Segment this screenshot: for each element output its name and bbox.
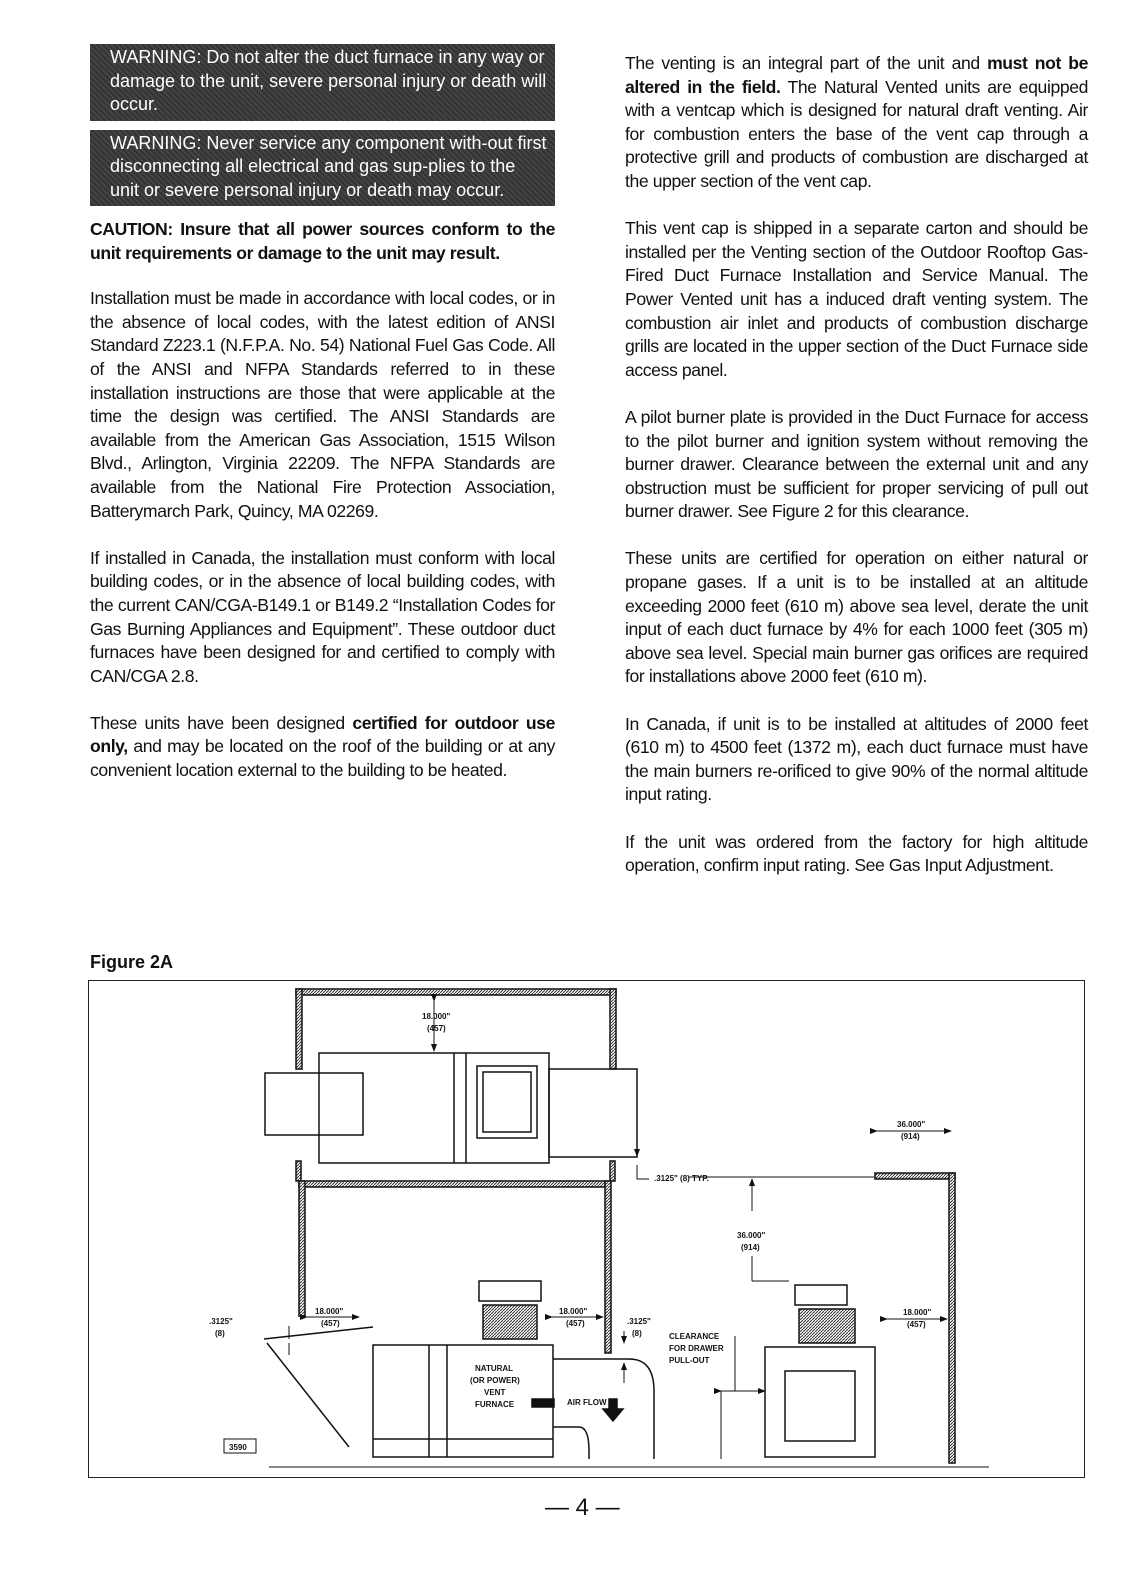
wall-side [299,1181,609,1187]
wall-top [296,989,616,995]
paragraph [625,406,1088,524]
wall-side-right [605,1181,611,1353]
wall-top-right [610,989,616,1069]
text: The venting is an integral part of the unit and [625,53,988,73]
warning-alter: WARNING: Do not alter the duct furnace in any way or damage to the unit, severe personal injury or death will occur. [90,44,555,121]
air-flow-label: AIR FLOW [567,1398,607,1407]
clearance-diagram [89,981,1086,1479]
left-clearance-mm: (457) [321,1319,340,1328]
wall-top-left-low [296,1161,301,1181]
end-clearance-label: 18.000" [903,1308,932,1317]
top-clearance-mm: (457) [427,1024,446,1033]
drawing-number: 3590 [229,1443,247,1452]
warning-service: WARNING: Never service any component with-out first disconnecting all electrical and gas sup-plies to the unit or severe personal injury or death may occur. [90,130,555,207]
figure-2a [88,980,1085,1478]
end-clearance-mm: (457) [907,1320,926,1329]
text: Installation must be made in accordance with local codes, or in the absence of local codes, with the latest edition of ANSI Standard Z223.1 (N.F.P.A. No. 54) National Fuel Gas Code. All of the ANSI and NFPA Standards referred to in these installation instructions are those that were applicable at the time the design was certified. The ANSI Standards are available from the American Gas Association, 1515 Wilson Blvd., Arlington, Virginia 22209. The NFPA Standards are available from the National Fire Protection Association, Batterymarch Park, Quincy, MA 02269. [90,288,555,521]
side-height-label: 36.000" [737,1231,766,1240]
left-column [90,44,555,806]
text: If the unit was ordered from the factory for high altitude operation, confirm input rating. See Gas Input Adjustment. [625,831,1088,876]
vent-cap [479,1281,541,1301]
paragraph [90,712,555,783]
left-paragraphs [90,287,555,782]
text: and may be located on the roof of the building or at any convenient location external to the building to be heated. [90,736,555,781]
right-clearance-label: 18.000" [559,1307,588,1316]
wall-end-right [949,1173,955,1463]
wall-side-left [299,1181,305,1316]
text: In Canada, if unit is to be installed at altitudes of 2000 feet (610 m) to 4500 feet (1372 m), each duct furnace must have the main burners re-orificed to give 90% of the normal altitude input rating. [625,713,1088,805]
side-width-label: 36.000" [897,1120,926,1129]
text: This vent cap is shipped in a separate carton and should be installed per the Venting section of the Outdoor Rooftop Gas-Fired Duct Furnace Installation and Service Manual. The Power Vented unit has a induced draft venting system. The combustion air inlet and products of combustion discharge grills are located in the upper section of the Duct Furnace side access panel. [625,218,1088,380]
paragraph [625,547,1088,689]
wall-top-left [296,989,302,1069]
paragraph [625,831,1088,878]
furnace-label-4: FURNACE [475,1400,515,1409]
furnace-label-2: (OR POWER) [470,1376,520,1385]
furnace-label-1: NATURAL [475,1364,514,1373]
text: The Natural Vented units are equipped with a ventcap which is designed for natural draft venting. Air for combustion enters the base of the vent cap through a protective grill and products of combustion are discharged at the upper section of the vent cap. [625,76,1088,191]
text: If installed in Canada, the installation must conform with local building codes, or in the absence of local building codes, with the current CAN/CGA-B149.1 or B149.2 “Installation Codes for Gas Burning Appliances and Equipment”. These outdoor duct furnaces have been designed for and certified to comply with CAN/CGA 2.8. [90,547,555,686]
paragraph [625,217,1088,382]
vent-cap-end [795,1285,847,1305]
text: A pilot burner plate is provided in the Duct Furnace for access to the pilot burner and ignition system without removing the burner drawer. Clearance between the external unit and any obstruction must be sufficient for proper servicing of pull out burner drawer. See Figure 2 for this clearance. [625,406,1088,522]
unit-plan-body [319,1053,549,1163]
left-gap-label: .3125" [209,1317,233,1326]
paragraph [625,713,1088,807]
paragraph [90,287,555,523]
bold-text: certified for outdoor use only, [90,712,555,757]
paragraph [625,52,1088,194]
furnace-label-3: VENT [484,1388,506,1397]
clearance-label-2: FOR DRAWER [669,1344,724,1353]
right-column [625,52,1088,901]
clearance-label-3: PULL-OUT [669,1356,710,1365]
text: These units have been designed [90,712,353,733]
right-paragraphs [625,52,1088,878]
typ-gap-label: .3125" (8) TYP. [654,1174,709,1183]
caution-power: CAUTION: Insure that all power sources conform to the unit requirements or damage to the unit may result. [90,219,555,263]
side-height-mm: (914) [741,1243,760,1252]
right-clearance-mm: (457) [566,1319,585,1328]
unit-plan-right [549,1069,637,1157]
text: These units are certified for operation on either natural or propane gases. If a unit is to be installed at an altitude exceeding 2000 feet (610 m) above sea level, derate the unit input of each duct furnace by 4% for each 1000 feet (305 m) above sea level. Special main burner gas orifices are required for installations above 2000 feet (610 m). [625,548,1088,687]
paragraph [90,547,555,689]
side-width-mm: (914) [901,1132,920,1141]
unit-plan-vent [477,1066,537,1138]
figure-title: Figure 2A [90,952,174,972]
right-gap-mm: (8) [632,1329,642,1338]
vent-grill-end [799,1309,855,1343]
wall-end [875,1173,955,1179]
left-clearance-label: 18.000" [315,1307,344,1316]
unit-plan-left [265,1073,363,1135]
bold-text: must not be altered in the field. [625,53,1088,97]
page-number: — 4 — [545,1494,620,1521]
right-gap-label: .3125" [627,1317,651,1326]
top-clearance-label: 18.000" [422,1012,451,1021]
unit-side [373,1345,553,1457]
vent-grill [483,1305,537,1339]
wall-top-right-low [610,1161,615,1181]
left-gap-mm: (8) [215,1329,225,1338]
clearance-label-1: CLEARANCE [669,1332,720,1341]
